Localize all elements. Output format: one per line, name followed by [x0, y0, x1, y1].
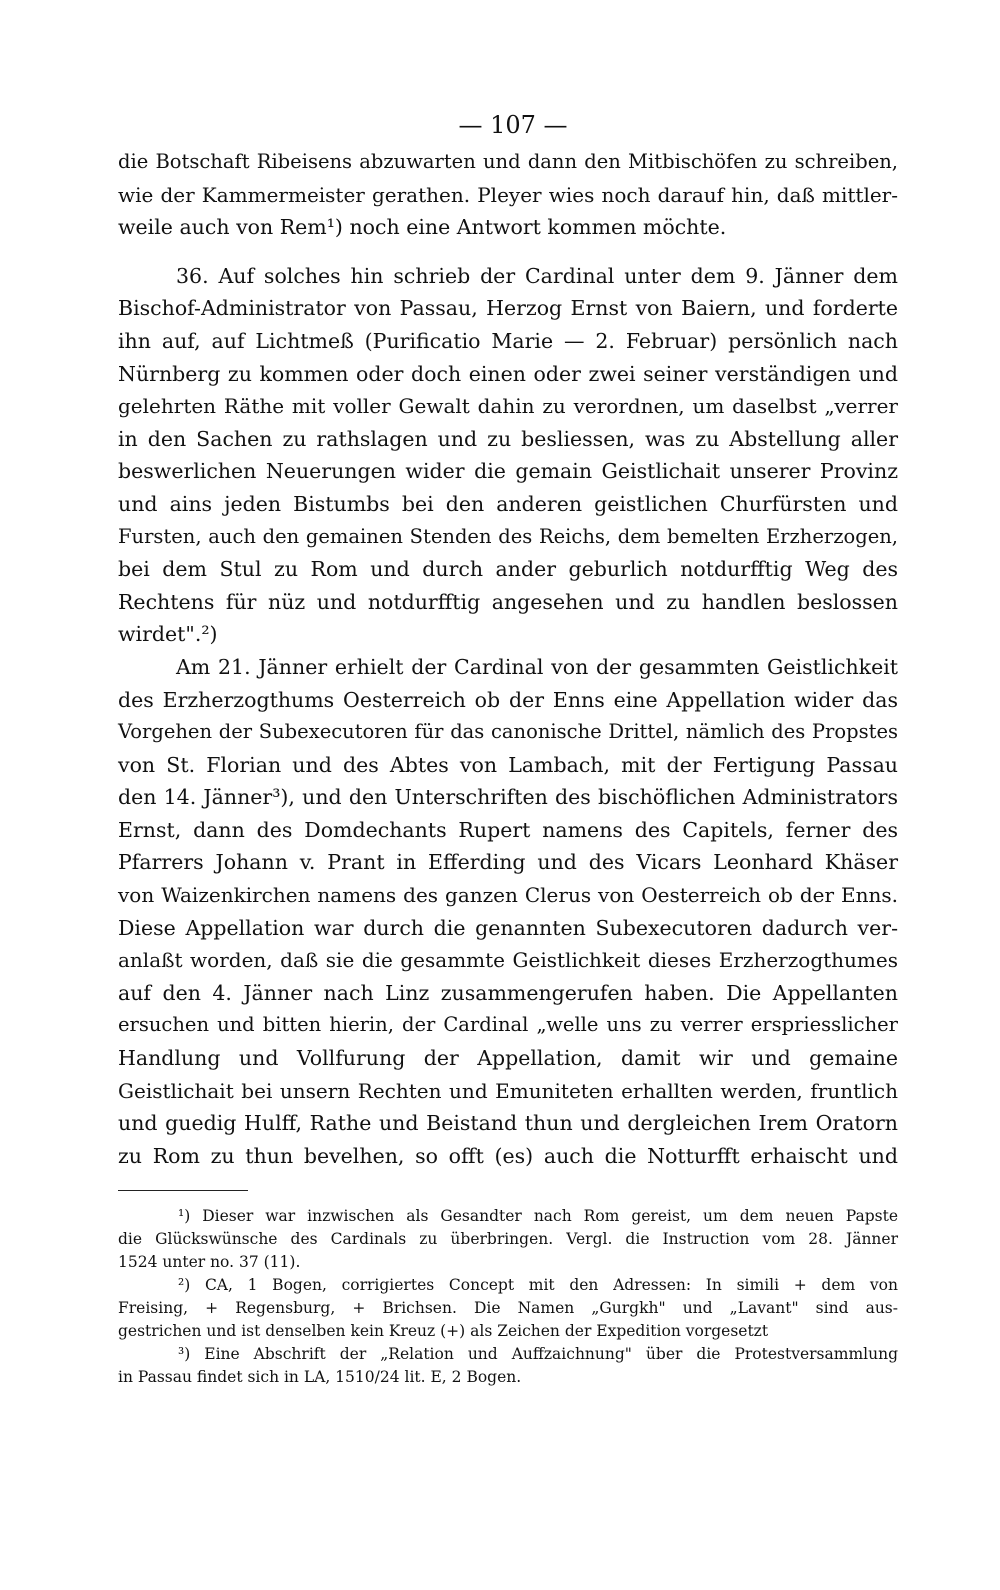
footnote-divider [118, 1190, 248, 1191]
footnotes [118, 1205, 898, 1389]
paragraph-1 [118, 146, 898, 244]
text-line: beswerlichen Neuerungen wider die gemain Geistlichait unserer Provinz [118, 459, 898, 484]
text-line: auf den 4. Jänner nach Linz zusammengerufen haben. Die Appellanten [118, 980, 898, 1005]
text-line: wirdet".²) [118, 622, 218, 647]
text-line: und guedig Hulff, Rathe und Beistand thun und dergleichen Irem Oratorn [118, 1111, 898, 1136]
footnote-2 [118, 1274, 898, 1343]
text-line: Vorgehen der Subexecutoren für das canonische Drittel, nämlich des Propstes [118, 720, 898, 744]
footnote-line: ²) CA, 1 Bogen, corrigiertes Concept mit den Adressen: In simili + dem von [178, 1276, 898, 1295]
text-line: bei dem Stul zu Rom und durch ander geburlich notdurfftig Weg des [118, 557, 898, 582]
text-line: zu Rom zu thun bevelhen, so offt (es) auch die Notturfft erhaischt und [118, 1143, 898, 1168]
text-line: wie der Kammermeister gerathen. Pleyer wies noch darauf hin, daß mittler- [118, 182, 898, 207]
footnote-line: ¹) Dieser war inzwischen als Gesandter nach Rom gereist, um dem neuen Papste [178, 1207, 898, 1226]
text-line: Rechtens für nüz und notdurfftig angesehen und zu handlen beslossen [118, 589, 898, 614]
footnote-line: die Glückswünsche des Cardinals zu überbringen. Vergl. die Instruction vom 28. Jänner [118, 1230, 898, 1249]
footnote-3 [118, 1343, 898, 1389]
text-line: anlaßt worden, daß sie die gesammte Geistlichkeit dieses Erzherzogthumes [118, 948, 898, 973]
footnote-line: in Passau findet sich in LA, 1510/24 lit. E, 2 Bogen. [118, 1368, 522, 1387]
body-text [118, 146, 898, 1172]
text-line: in den Sachen zu rathslagen und zu besliessen, was zu Abstellung aller [118, 426, 898, 451]
footnote-line: ³) Eine Abschrift der „Relation und Auffzaichnung" über die Protestversammlung [178, 1345, 898, 1364]
footnote-line: 1524 unter no. 37 (11). [118, 1253, 301, 1272]
text-line: von Waizenkirchen namens des ganzen Clerus von Oesterreich ob der Enns. [118, 883, 898, 908]
text-line: Handlung und Vollfurung der Appellation, damit wir und gemaine [118, 1046, 898, 1071]
text-line: den 14. Jänner³), und den Unterschriften des bischöflichen Administrators [118, 785, 898, 810]
document-page [118, 108, 898, 1548]
paragraph-3 [118, 651, 898, 1173]
page-number: — 107 — [458, 111, 568, 139]
text-line: weile auch von Rem¹) noch eine Antwort kommen möchte. [118, 215, 727, 240]
text-line: Bischof-Administrator von Passau, Herzog Ernst von Baiern, und forderte [118, 296, 898, 321]
text-line: die Botschaft Ribeisens abzuwarten und dann den Mitbischöfen zu schreiben, [118, 150, 898, 173]
text-line: Fursten, auch den gemainen Stenden des Reichs, dem bemelten Erzherzogen, [118, 524, 898, 548]
text-line: des Erzherzogthums Oesterreich ob der Enns eine Appellation wider das [118, 687, 898, 712]
text-line: und ains jeden Bistumbs bei den anderen geistlichen Churfürsten und [118, 491, 898, 516]
text-line: Diese Appellation war durch die genannten Subexecutoren dadurch ver- [118, 915, 898, 940]
paragraph-2 [118, 260, 898, 651]
text-line: Ernst, dann des Domdechants Rupert namens des Capitels, ferner des [118, 817, 898, 842]
footnote-line: gestrichen und ist denselben kein Kreuz (+) als Zeichen der Expedition vorgesetzt [118, 1322, 769, 1341]
text-line: Am 21. Jänner erhielt der Cardinal von der gesammten Geistlichkeit [176, 654, 898, 679]
footnote-line: Freising, + Regensburg, + Brichsen. Die Namen „Gurgkh" und „Lavant" sind aus- [118, 1299, 898, 1318]
text-line: ihn auf, auf Lichtmeß (Purificatio Marie — 2. Februar) persönlich nach [118, 328, 898, 353]
text-line: gelehrten Räthe mit voller Gewalt dahin zu verordnen, um daselbst „verrer [118, 394, 898, 419]
text-line: Nürnberg zu kommen oder doch einen oder zwei seiner verständigen und [118, 361, 898, 386]
text-line: 36. Auf solches hin schrieb der Cardinal unter dem 9. Jänner dem [176, 263, 898, 288]
text-line: ersuchen und bitten hierin, der Cardinal „welle uns zu verrer erspriesslicher [118, 1013, 898, 1037]
text-line: Pfarrers Johann v. Prant in Efferding und des Vicars Leonhard Khäser [118, 850, 898, 875]
footnote-1 [118, 1205, 898, 1274]
text-line: von St. Florian und des Abtes von Lambach, mit der Fertigung Passau [118, 752, 898, 777]
text-line: Geistlichait bei unsern Rechten und Emuniteten erhallten werden, fruntlich [118, 1078, 898, 1103]
